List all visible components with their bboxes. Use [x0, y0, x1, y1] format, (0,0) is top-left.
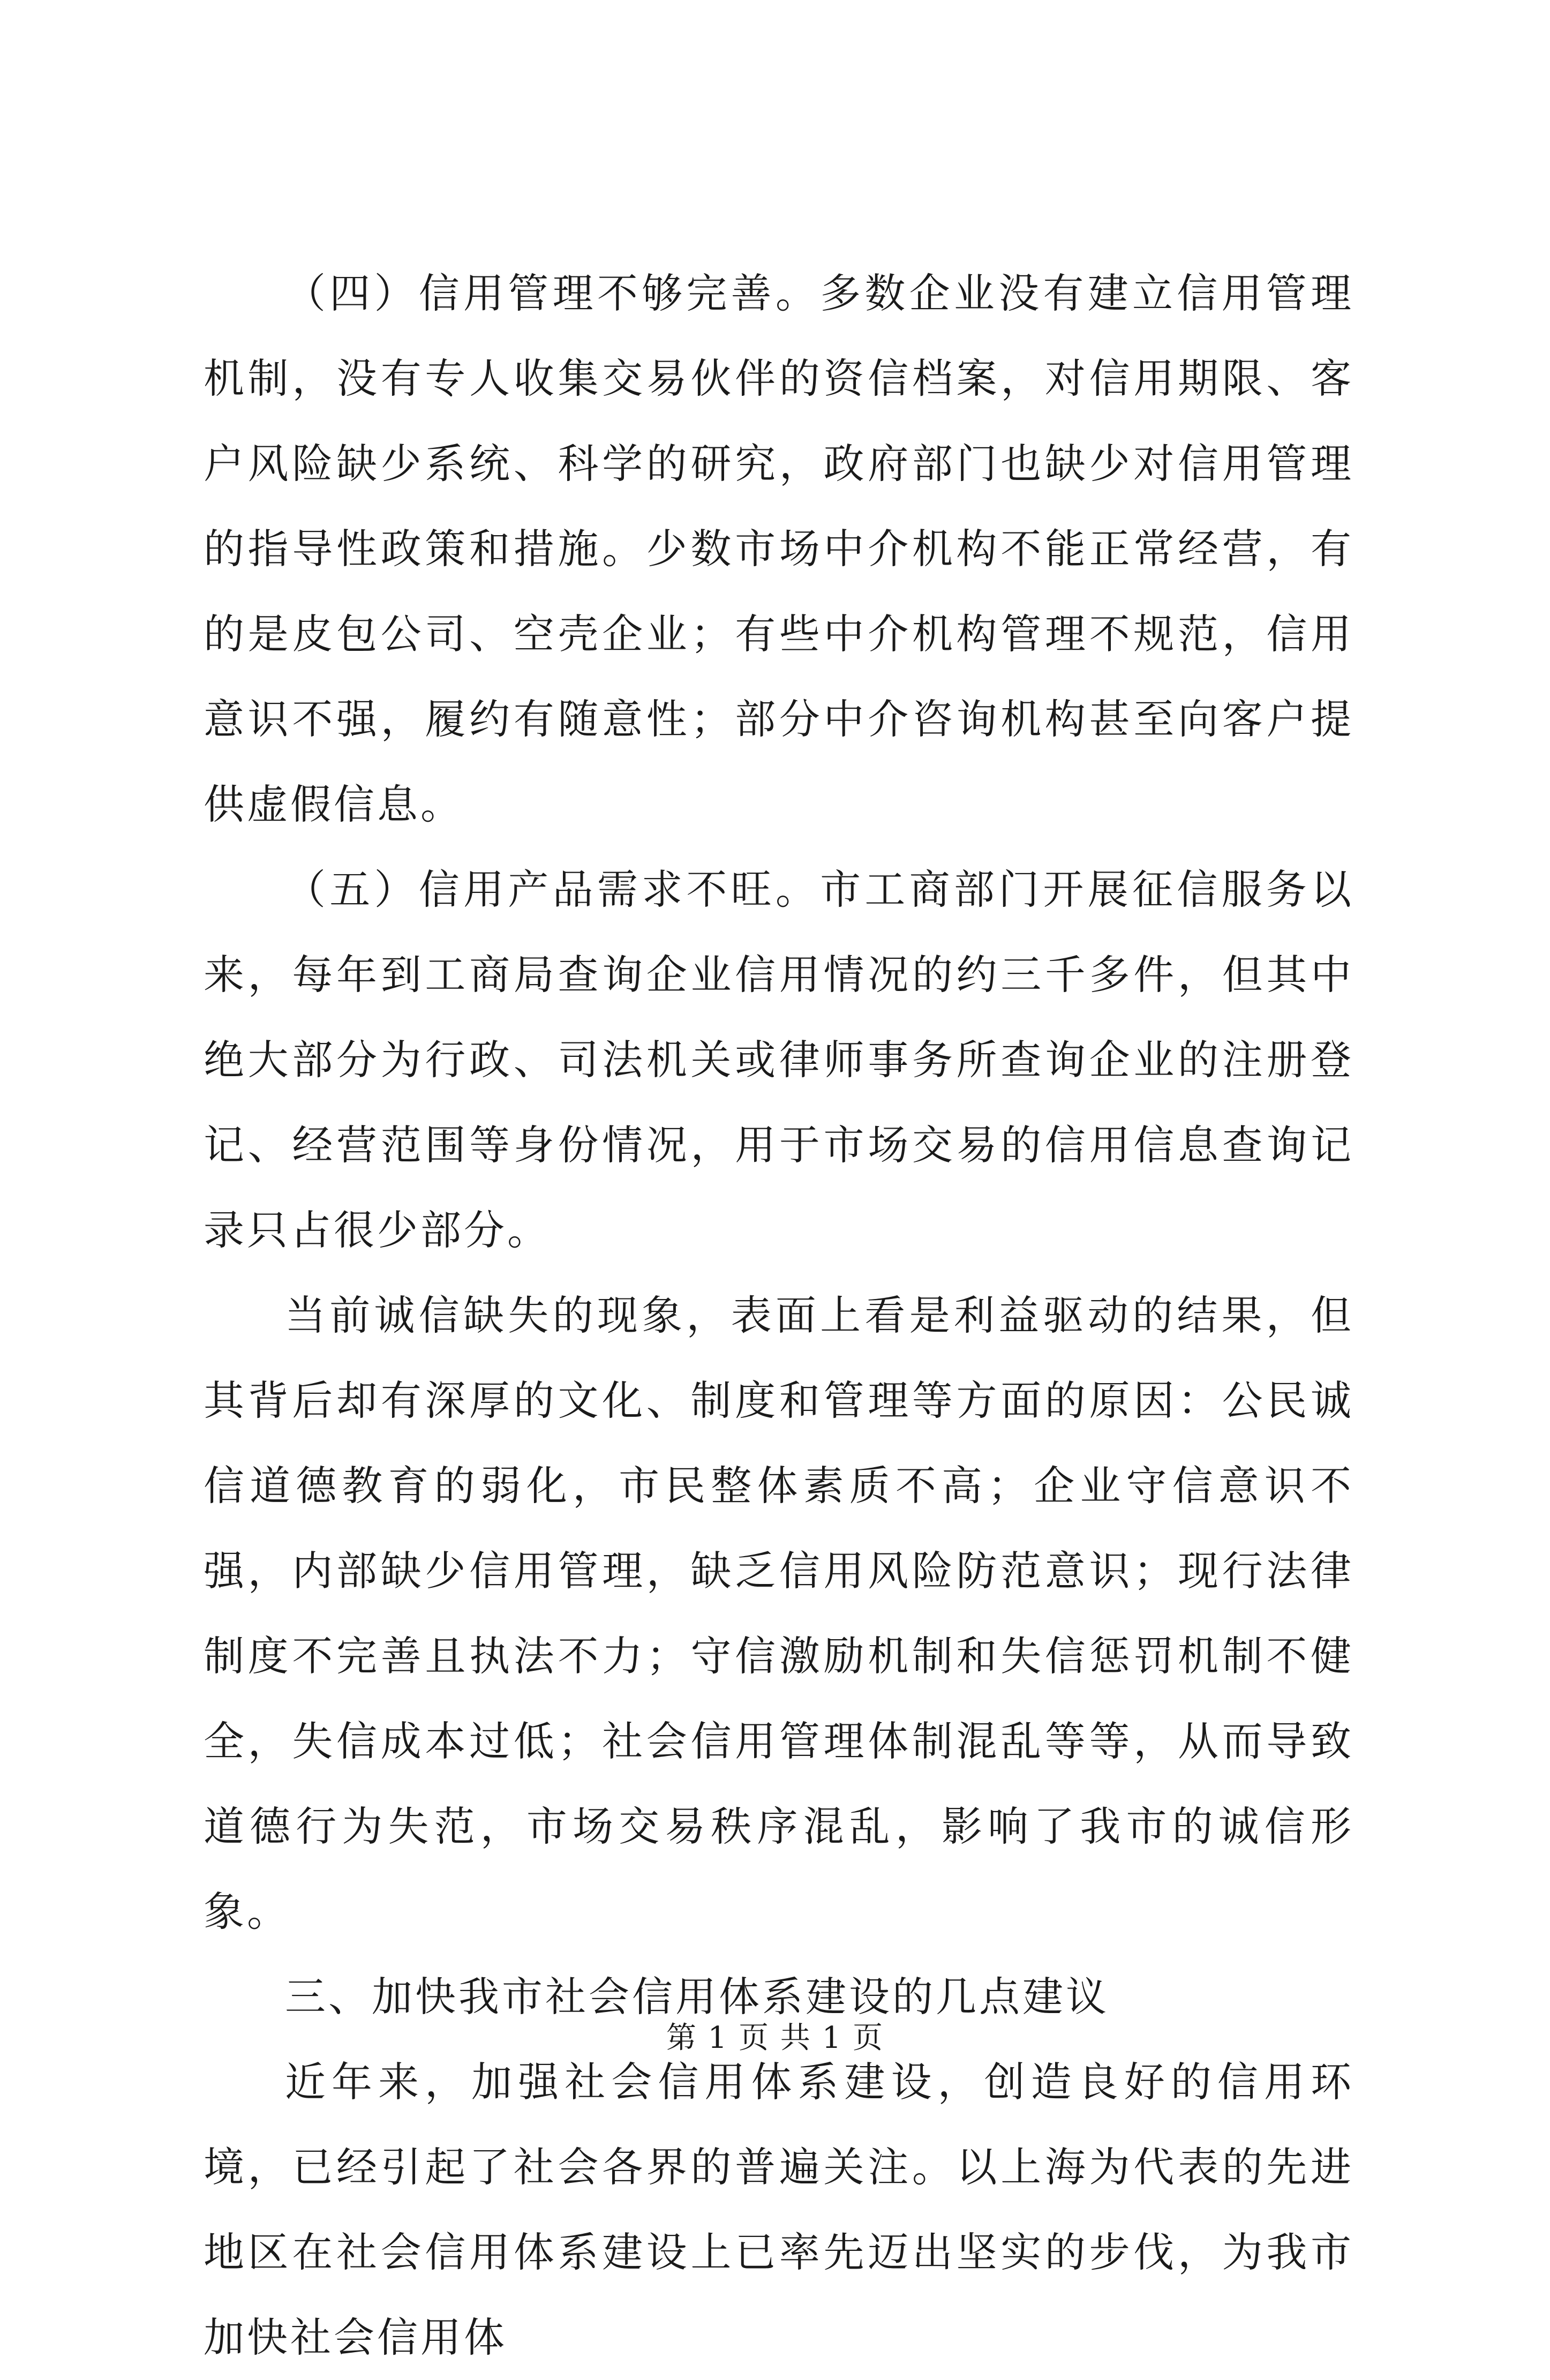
page-number-footer: 第 1 页 共 1 页: [666, 2021, 884, 2055]
document-body: [204, 251, 1354, 2380]
paragraph-recent-years: 近年来，加强社会信用体系建设，创造良好的信用环境，已经引起了社会各界的普遍关注。以上海为代表的先进地区在社会信用体系建设上已率先迈出坚实的步伐，为我市加快社会信用体: [204, 2058, 1354, 2361]
section-heading: 三、加快我市社会信用体系建设的几点建议: [285, 1973, 1109, 2021]
paragraph-credit-demand: （五）信用产品需求不旺。市工商部门开展征信服务以来，每年到工商局查询企业信用情况的约三千多件，但其中绝大部分为行政、司法机关或律师事务所查询企业的注册登记、经营范围等身份情况，用于市场交易的信用信息查询记录只占很少部分。: [204, 866, 1354, 1254]
paragraph-credit-management: （四）信用管理不够完善。多数企业没有建立信用管理机制，没有专人收集交易伙伴的资信档案，对信用期限、客户风险缺少系统、科学的研究，政府部门也缺少对信用管理的指导性政策和措施。少数市场中介机构不能正常经营，有的是皮包公司、空壳企业；有些中介机构管理不规范，信用意识不强，履约有随意性；部分中介咨询机构甚至向客户提供虚假信息。: [204, 269, 1354, 828]
paragraph-integrity-causes: 当前诚信缺失的现象，表面上看是利益驱动的结果，但其背后却有深厚的文化、制度和管理等方面的原因：公民诚信道德教育的弱化，市民整体素质不高；企业守信意识不强，内部缺少信用管理，缺乏信用风险防范意识；现行法律制度不完善且执法不力；守信激励机制和失信惩罚机制不健全，失信成本过低；社会信用管理体制混乱等等，从而导致道德行为失范，市场交易秩序混乱，影响了我市的诚信形象。: [204, 1292, 1354, 1935]
